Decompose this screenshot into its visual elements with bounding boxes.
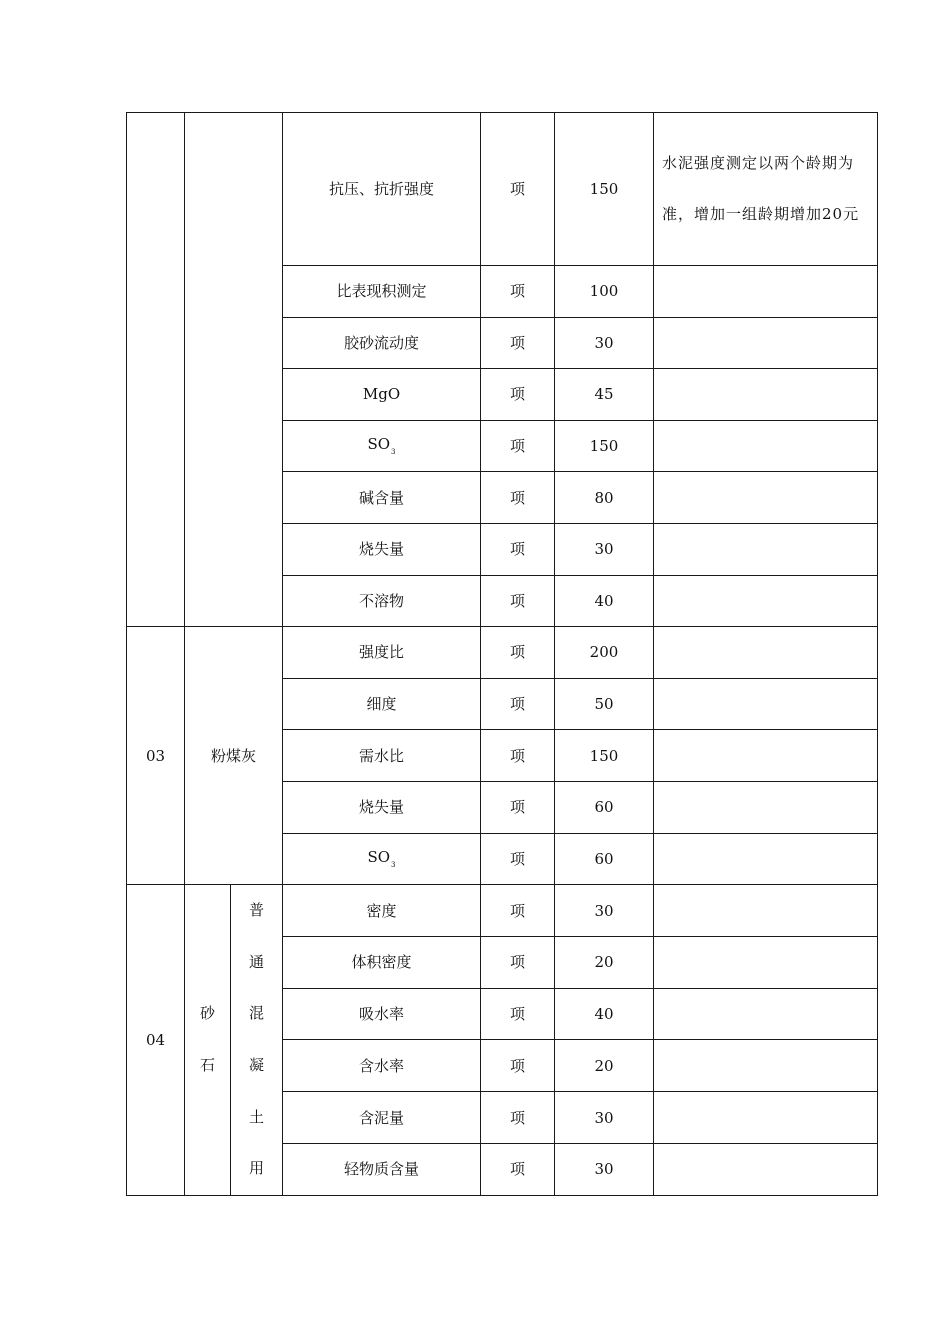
unit-cell: 项 <box>481 730 555 782</box>
category-cell <box>185 885 231 1196</box>
table-row <box>127 113 878 266</box>
note-cell <box>654 988 878 1040</box>
price-cell: 30 <box>555 523 654 575</box>
unit-cell: 项 <box>481 1040 555 1092</box>
price-cell: 30 <box>555 317 654 369</box>
item-cell: 吸水率 <box>283 988 481 1040</box>
note-cell <box>654 420 878 472</box>
note-cell <box>654 523 878 575</box>
item-cell: 烧失量 <box>283 523 481 575</box>
unit-cell: 项 <box>481 266 555 318</box>
item-cell: 胶砂流动度 <box>283 317 481 369</box>
unit-cell: 项 <box>481 885 555 937</box>
price-cell: 80 <box>555 472 654 524</box>
note-cell <box>654 885 878 937</box>
note-cell <box>654 1040 878 1092</box>
item-cell <box>283 833 481 885</box>
note-cell <box>654 1143 878 1195</box>
unit-cell: 项 <box>481 575 555 627</box>
number-cell <box>127 113 185 627</box>
price-cell: 200 <box>555 627 654 679</box>
subcategory-char: 用 <box>248 1159 264 1178</box>
note-cell <box>654 781 878 833</box>
category-char: 石 <box>199 1055 215 1074</box>
price-cell: 30 <box>555 1143 654 1195</box>
note-cell <box>654 266 878 318</box>
note-cell <box>654 936 878 988</box>
unit-cell: 项 <box>481 833 555 885</box>
price-cell: 150 <box>555 730 654 782</box>
note-cell <box>654 369 878 421</box>
unit-cell: 项 <box>481 1092 555 1144</box>
price-cell: 20 <box>555 936 654 988</box>
note-cell <box>654 1092 878 1144</box>
unit-cell: 项 <box>481 678 555 730</box>
unit-cell: 项 <box>481 627 555 679</box>
item-cell: 轻物质含量 <box>283 1143 481 1195</box>
unit-cell: 项 <box>481 472 555 524</box>
unit-cell: 项 <box>481 317 555 369</box>
item-cell <box>283 420 481 472</box>
price-cell: 30 <box>555 1092 654 1144</box>
unit-cell: 项 <box>481 936 555 988</box>
price-cell: 60 <box>555 781 654 833</box>
subcategory-char: 土 <box>248 1107 264 1126</box>
formula-base: SO <box>367 435 391 454</box>
category-char: 砂 <box>199 1004 215 1023</box>
unit-cell: 项 <box>481 781 555 833</box>
item-cell: 密度 <box>283 885 481 937</box>
item-cell: 抗压、抗折强度 <box>283 113 481 266</box>
item-cell: 需水比 <box>283 730 481 782</box>
subcategory-char: 凝 <box>248 1055 264 1074</box>
price-cell: 20 <box>555 1040 654 1092</box>
subcategory-char: 通 <box>248 952 264 971</box>
item-cell: 含水率 <box>283 1040 481 1092</box>
price-cell: 30 <box>555 885 654 937</box>
item-cell: 比表现积测定 <box>283 266 481 318</box>
note-cell <box>654 678 878 730</box>
subcategory-char: 普 <box>248 901 264 920</box>
note-cell <box>654 627 878 679</box>
item-cell: 体积密度 <box>283 936 481 988</box>
item-cell: MgO <box>283 369 481 421</box>
price-cell: 40 <box>555 575 654 627</box>
unit-cell: 项 <box>481 420 555 472</box>
item-cell: 强度比 <box>283 627 481 679</box>
unit-cell: 项 <box>481 523 555 575</box>
category-cell <box>185 113 283 627</box>
note-cell <box>654 472 878 524</box>
item-cell: 细度 <box>283 678 481 730</box>
note-cell <box>654 317 878 369</box>
formula-subscript: 3 <box>391 448 396 457</box>
note-cell <box>654 575 878 627</box>
item-cell: 碱含量 <box>283 472 481 524</box>
note-cell <box>654 730 878 782</box>
price-cell: 40 <box>555 988 654 1040</box>
price-cell: 45 <box>555 369 654 421</box>
unit-cell: 项 <box>481 1143 555 1195</box>
category-cell: 粉煤灰 <box>185 627 283 885</box>
formula-base: SO <box>367 848 391 867</box>
number-cell: 03 <box>127 627 185 885</box>
unit-cell: 项 <box>481 113 555 266</box>
price-cell: 50 <box>555 678 654 730</box>
subcategory-char: 混 <box>248 1004 264 1023</box>
item-cell: 不溶物 <box>283 575 481 627</box>
item-cell: 烧失量 <box>283 781 481 833</box>
unit-cell: 项 <box>481 369 555 421</box>
price-cell: 60 <box>555 833 654 885</box>
subcategory-cell <box>231 885 283 1196</box>
number-cell: 04 <box>127 885 185 1196</box>
note-cell <box>654 833 878 885</box>
note-cell: 水泥强度测定以两个龄期为准，增加一组龄期增加20元 <box>654 113 878 266</box>
formula-subscript: 3 <box>391 861 396 870</box>
item-cell: 含泥量 <box>283 1092 481 1144</box>
price-cell: 150 <box>555 113 654 266</box>
price-cell: 150 <box>555 420 654 472</box>
price-table <box>126 112 878 1196</box>
unit-cell: 项 <box>481 988 555 1040</box>
price-cell: 100 <box>555 266 654 318</box>
table-row <box>127 627 878 679</box>
table-row <box>127 885 878 937</box>
